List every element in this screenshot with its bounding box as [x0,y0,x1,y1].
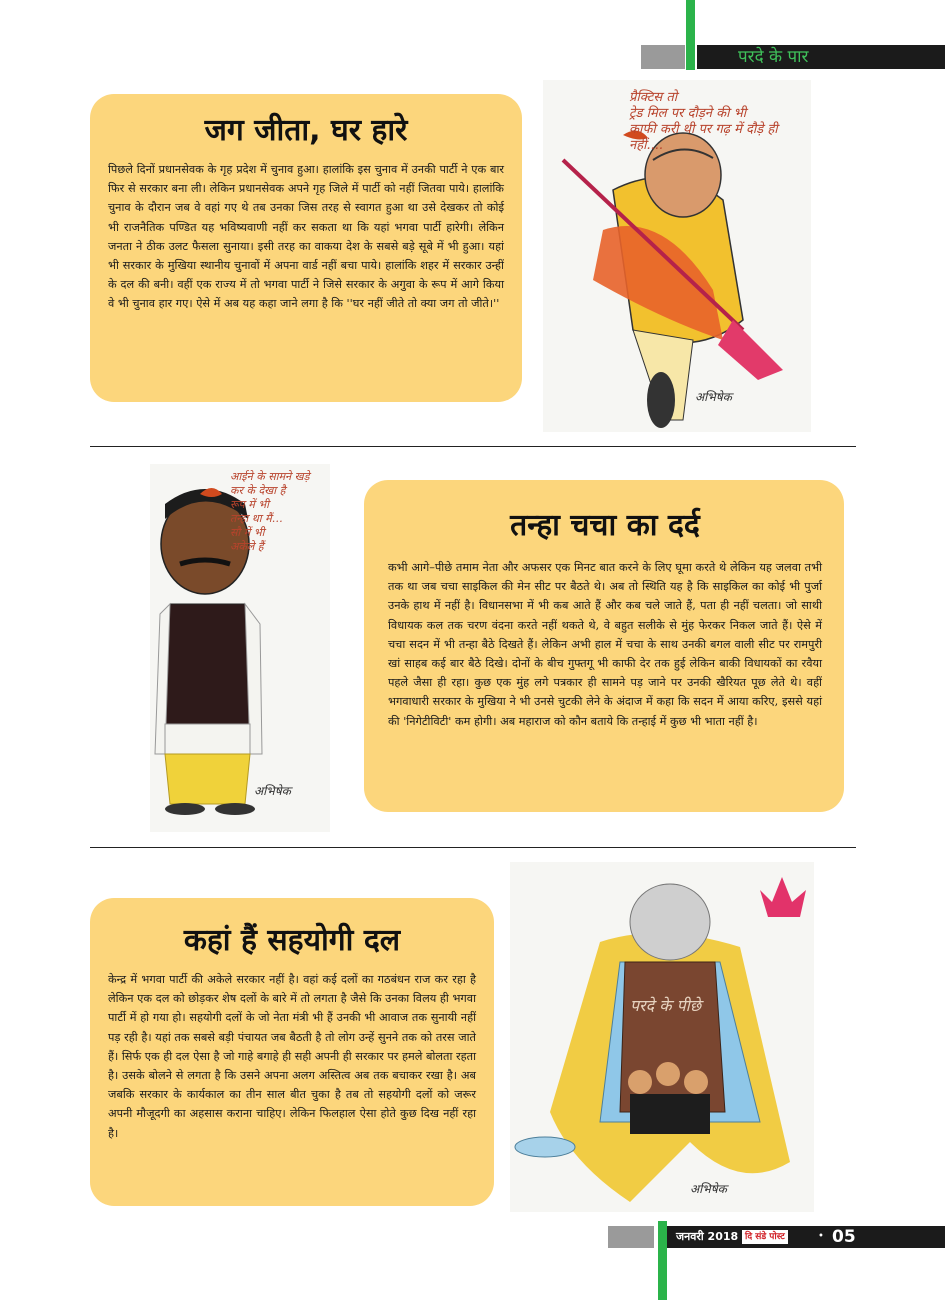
page-number: 05 [832,1227,856,1247]
story-title: जग जीता, घर हारे [204,113,408,148]
section-divider [90,446,856,447]
cartoon-running-politician [543,80,811,432]
footer-accent-bar [658,1221,667,1300]
story-title: कहां हैं सहयोगी दल [183,923,401,958]
magazine-logo: दि संडे पोस्ट [742,1230,788,1244]
story-body: कभी आगे–पीछे तमाम नेता और अफसर एक मिनट बात करने के लिए घूमा करते थे लेकिन यह जलवा तभी तक था जब चचा साइकिल की मेन सीट पर बैठते थे। अब तो स्थिति यह है कि साइकिल का कोई भी पुर्जा उनके हाथ में नहीं है। विधानसभा में भी कब आते हैं और कब चले जाते हैं, पता ही नहीं चलता। जो साथी विधायक कल तक चरण वंदना करते नहीं थकते थे, वे बहुत सलीके से मुंह फेरकर निकल जाते हैं। ऐसे में चचा सदन में भी तन्हा बैठे दिखते हैं। लेकिन अभी हाल में चचा के साथ उनकी बगल वाली सीट पर रामपुरी खां साहब कई बार बैठे दिखे। दोनों के बीच गुफ्तगू भी काफी देर तक हुई लेकिन बाकी विधायकों का रवैया पहले जैसा ही रहा। कुछ एक मुंह लगे पत्रकार ही सामने पड़ जाने पर उनकी खैरियत पूछ लेते थे। वहीं भगवाधारी सरकार के मुखिया ने भी उनसे चुटकी लेने के अंदाज में कहा कि सदन में आया करिए, इससे यहां की 'निगेटीविटी' कम होगी। अब महाराज को कौन बताये कि तन्हाई में कुछ भी भाता नहीं है। [388,561,822,728]
cartoon-lonely-uncle [150,464,330,832]
section-header-bar [697,45,945,69]
cartoon-signature: अभिषेक [254,784,291,798]
section-title: परदे के पार [738,47,809,67]
cartoon-behind-curtain [510,862,814,1212]
cartoon-behind-curtain-illustration [510,862,814,1212]
header-gray-block [641,45,685,69]
section-divider [90,847,856,848]
story-title: तन्हा चचा का दर्द [510,508,700,543]
story-box-3 [90,898,494,1206]
story-body: केन्द्र में भगवा पार्टी की अकेले सरकार नहीं है। वहां कई दलों का गठबंधन राज कर रहा है लेकिन एक दल को छोड़कर शेष दलों के बारे में तो लगता है जैसे कि उनका विलय ही भगवा पार्टी में हो गया हो। सहयोगी दलों के जो नेता मंत्री भी हैं उनकी भी आवाज तक सुनायी नहीं पड़ रही है। यहां तक सबसे बड़ी पंचायत जब बैठती है तो लोग उन्हें सुनने तक को तरस जाते हैं। सिर्फ एक ही दल ऐसा है जो गाहे बगाहे ही सही अपनी ही सरकार पर हमले बोलता रहता है। उसके बोलने से लगता है कि उसने अपना अलग अस्तित्व अब तक बचाकर रखा है। अब जबकि सरकार के कार्यकाल का तीन साल बीत चुका है तब तो सहयोगी दलों को जरूर अपनी मौजूदगी का अहसास कराना चाहिए। लेकिन फिलहाल ऐसा होते कुछ दिख नहीं रहा है। [108,973,476,1140]
cartoon-caption: आईने के सामने खड़े कर के देखा है रूप में भी तन्हा था मैं… सौ में भी अकेले हैं [230,470,310,553]
cartoon-signature: अभिषेक [695,390,732,404]
story-body: पिछले दिनों प्रधानसेवक के गृह प्रदेश में चुनाव हुआ। हालांकि इस चुनाव में उनकी पार्टी ने एक बार फिर से सरकार बना ली। लेकिन प्रधानसेवक अपने गृह जिले में पार्टी को नहीं जितवा पाये। हालांकि चुनाव के दौरान जब वे वहां गए थे तब उनका जिस तरह से स्वागत हुआ था उसे देखकर तो कोई भी राजनैतिक पण्डित यह भविष्यवाणी नहीं कर सकता था कि यहां भगवा पार्टी हारेगी। लेकिन जनता ने ठीक उलट फैसला सुनाया। इसी तरह का वाकया देश के सबसे बड़े सूबे में भी हुआ। यहां भी सरकार के मुखिया स्थानीय चुनावों में अपना वार्ड नहीं बचा पाये। हालांकि शहर में सरकार उन्हीं के दल की बनी। वहीं एक राज्य में तो भगवा पार्टी ने जिसे सरकार के अगुवा के रूप में आगे किया वे भी चुनाव हार गए। ऐसे में अब यह कहा जाने लगा है कि ''घर नहीं जीते तो क्या जग तो जीते।'' [108,163,504,311]
footer-separator: • [818,1231,824,1242]
story-box-2 [364,480,844,812]
footer-gray-block [608,1226,654,1248]
story-box-1 [90,94,522,402]
cartoon-signature: अभिषेक [690,1182,727,1196]
header-accent-bar [686,0,695,70]
cartoon-caption: परदे के पीछे [630,996,702,1015]
issue-date: जनवरी 2018 [676,1230,739,1243]
cartoon-caption: प्रैक्टिस तो ट्रेड मिल पर दौड़ने की भी काफी करी थी पर गढ़ में दौड़े ही नहीं.... [629,90,778,153]
